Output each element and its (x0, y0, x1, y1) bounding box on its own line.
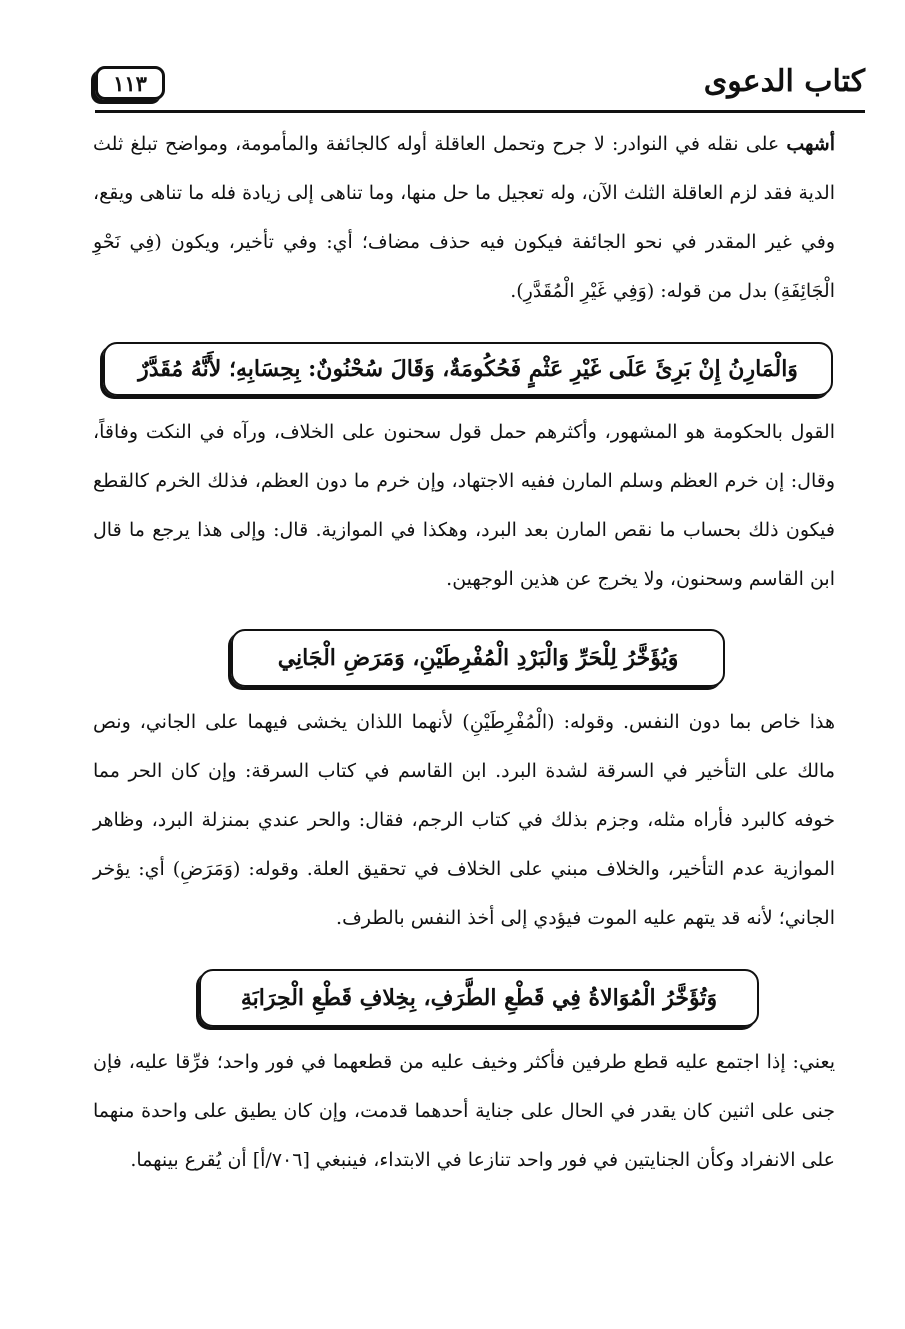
paragraph-3: هذا خاص بما دون النفس. وقوله: (الْمُفْرِطَيْنِ) لأنهما اللذان يخشى فيهما على الجاني، ونص مالك على التأخير في السرقة لشدة البرد. ابن القاسم في كتاب السرقة: وإن كان الحر مما خوفه كالبرد فأراه مثله، وجزم بذلك في كتاب الرجم، فقال: والحر عندي بمنزلة البرد، وظاهر الموازية عدم التأخير، والخلاف مبني على الخلاف في تحقيق العلة. وقوله: (وَمَرَضِ) أي: يؤخر الجاني؛ لأنه قد يتهم عليه الموت فيؤدي إلى أخذ النفس بالطرف. (93, 711, 835, 929)
matn-box-2: وَيُؤَخَّرُ لِلْحَرِّ وَالْبَرْدِ الْمُفْرِطَيْنِ، وَمَرَضِ الْجَانِي (231, 629, 725, 687)
page-number: ١١٣ (95, 66, 165, 100)
paragraph-4: يعني: إذا اجتمع عليه قطع طرفين فأكثر وخيف عليه من قطعهما في فور واحد؛ فرِّقا عليه، فإن جنى على اثنين كان يقدر في الحال على جناية أحدهما قدمت، وإن كان يطيق على واحدة منهما على الانفراد وكأن الجنايتين في فور واحد تنازعا في الابتداء، فينبغي [٧٠٦/أ] أن يُقرع بينهما. (93, 1051, 835, 1171)
header-rule (95, 110, 865, 113)
paragraph-1-lead: أشهب (786, 133, 835, 155)
paragraph-2: القول بالحكومة هو المشهور، وأكثرهم حمل قول سحنون على الخلاف، ورآه في النكت وفاقاً، وقال: إن خرم العظم وسلم المارن ففيه الاجتهاد، وإن خرم ما دون العظم، فذلك الخرم كالقطع فيكون ذلك بحساب ما نقص المارن بعد البرد، وهكذا في الموازية. قال: وإلى هذا يرجع ما قال ابن القاسم وسحنون، ولا يخرج عن هذين الوجهين. (93, 421, 835, 590)
paragraph-1 (93, 120, 835, 316)
matn-box-3: وَتُؤَخَّرُ الْمُوَالاةُ فِي قَطْعِ الطَّرَفِ، بِخِلافِ قَطْعِ الْحِرَابَةِ (199, 969, 759, 1027)
paragraph-1-text: على نقله في النوادر: لا جرح وتحمل العاقلة أوله كالجائفة والمأمومة، ومواضح تبلغ ثلث الدية فقد لزم العاقلة الثلث الآن، وله تعجيل ما حل منها، وما تناهى إلى زيادة فله ما تناهى ويقع، وفي غير المقدر في نحو الجائفة فيكون فيه حذف مضاف؛ أي: وفي تأخير، ويكون (فِي نَحْوِ الْجَائِفَةِ) بدل من قوله: (وَفِي غَيْرِ الْمُقَدَّرِ). (93, 133, 835, 302)
book-title: كتاب الدعوى (703, 64, 865, 99)
matn-box-1: وَالْمَارِنُ إِنْ بَرِئَ عَلَى غَيْرِ عَثْمٍ فَحُكُومَةٌ، وَقَالَ سُحْنُونٌ: بِحِسَابِهِ؛ لأَنَّهُ مُقَدَّرٌ (103, 342, 833, 396)
page-header (95, 64, 865, 116)
